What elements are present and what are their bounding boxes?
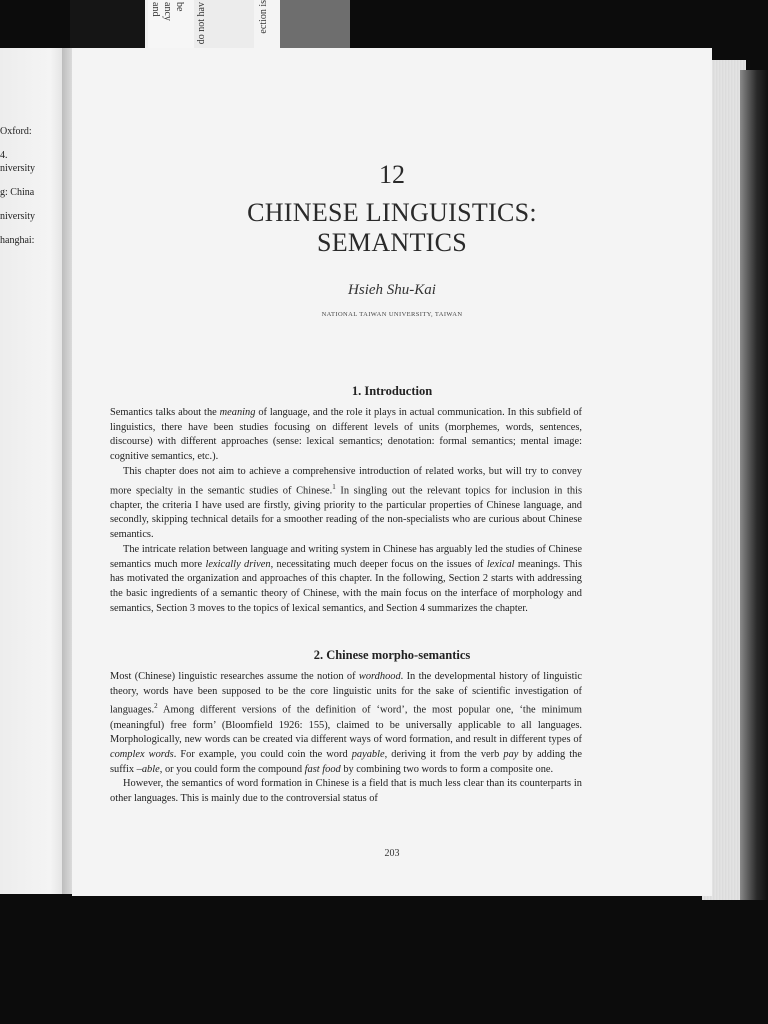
top-fragment: do not hav: [196, 2, 207, 45]
footnote-marker: 2: [154, 702, 158, 711]
text-run: by combining two words to form a composite one.: [340, 763, 554, 775]
italic-text: lexical: [486, 558, 515, 570]
italic-text: payable: [351, 748, 385, 760]
author-name: Hsieh Shu-Kai: [348, 282, 436, 298]
top-strip-2: [194, 0, 254, 52]
section-heading-morpho-semantics: 2. Chinese morpho-semantics: [313, 648, 471, 662]
text-run: , necessitating much deeper focus on the issues of: [270, 558, 487, 570]
top-fragment: ancy: [162, 2, 173, 21]
text-run: In singling out the relevant topics for inclusion in this chapter, the criteria I have used are firstly, giving priority to the particular properties of Chinese language, and secondly, skipping technical details for a smoother reading of the non-specialists who are curious about Chinese semantics.: [110, 484, 582, 541]
top-strip-1: [148, 0, 194, 52]
left-page-fragment: hanghai:: [0, 235, 35, 246]
left-page-fragment: g: China: [0, 187, 35, 198]
top-dark-shadow: [70, 0, 145, 52]
chapter-title: [72, 198, 712, 258]
section-2-body: [110, 670, 582, 807]
section-1-body: [110, 406, 582, 616]
paragraph: [110, 670, 582, 777]
italic-text: meaning: [219, 407, 256, 418]
top-page-strip: [70, 0, 350, 52]
paragraph: [110, 543, 582, 617]
author-affiliation: NATIONAL TAIWAN UNIVERSITY, TAIWAN: [321, 311, 463, 318]
paragraph: However, the semantics of word formation in Chinese is a field that is much less clear than its counterparts in other languages. This is mainly due to the controversial status of: [110, 778, 582, 805]
footnote-marker: 1: [332, 482, 336, 491]
top-strip-dark: [280, 0, 350, 52]
left-page-fragment: 4.: [0, 150, 8, 161]
italic-text: pay: [503, 748, 519, 760]
page-edge-shadow: [740, 70, 768, 900]
italic-text: wordhood: [358, 671, 401, 682]
chapter-title-line-2: SEMANTICS: [316, 228, 468, 257]
italic-text: fast food: [304, 763, 341, 775]
chapter-number: 12: [379, 160, 405, 189]
text-run: . In the developmental history of linguistic theory, words have been supposed to be the core linguistic units for the sake of scientific investigation of languages.: [110, 671, 582, 716]
text-run: by adding the suffix: [110, 748, 582, 775]
text-run: , or you could form the compound: [159, 763, 305, 775]
top-fragment: and: [150, 2, 161, 17]
text-run: The intricate relation between language and writing system in Chinese has arguably led the studies of Chinese semantics much more: [110, 543, 582, 570]
text-run: Semantics talks about the: [110, 407, 220, 418]
top-fragment: ection is: [258, 0, 269, 34]
paragraph: [110, 406, 582, 465]
text-run: Most (Chinese) linguistic researches assume the notion of: [110, 671, 359, 682]
left-page-fragment: niversity: [0, 211, 35, 222]
paragraph: [110, 465, 582, 543]
text-run: . For example, you could coin the word: [173, 748, 352, 760]
italic-text: complex words: [110, 748, 174, 760]
section-heading-introduction: 1. Introduction: [351, 384, 433, 398]
left-page-fragment: niversity: [0, 163, 35, 174]
text-run: meanings. This has motivated the organization and approaches of this chapter. In the following, Section 2 starts with addressing the basic ingredients of a semantic theory of Chinese, with the main focus on the interface of morphology and semantics, Section 3 moves to the topics of lexical semantics, and Section 4 summarizes the chapter.: [110, 558, 582, 614]
top-strip-3: [254, 0, 280, 52]
top-fragment: be: [174, 2, 185, 12]
left-page-fragment: Oxford:: [0, 126, 32, 137]
page-number: 203: [384, 848, 400, 859]
book-page: [72, 48, 712, 896]
chapter-title-line-1: CHINESE LINGUISTICS:: [247, 198, 537, 227]
text-run: , deriving it from the verb: [384, 748, 504, 760]
text-run: of language, and the role it plays in actual communication. In this subfield of linguistics, there have been studies focusing on different levels of units (morphemes, words, sentences, discourse) with different approaches (sense: lexical semantics; denotation: formal semantics; mental image: cognitive semantics, etc.).: [110, 407, 582, 463]
text-run: Among different versions of the definition of ‘word’, the most popular one, ‘the minimum (meaningful) free form’ (Bloomfield 1926: 155), claimed to be universally applicable to all languages. Morphologically, new words can be created via different ways of word formation, and result in different types of: [110, 704, 582, 746]
italic-text: –able: [136, 763, 160, 775]
text-run: This chapter does not aim to achieve a comprehensive introduction of related works, but will try to convey more specialty in the semantic studies of Chinese.: [110, 465, 582, 496]
italic-text: lexically driven: [205, 558, 271, 570]
